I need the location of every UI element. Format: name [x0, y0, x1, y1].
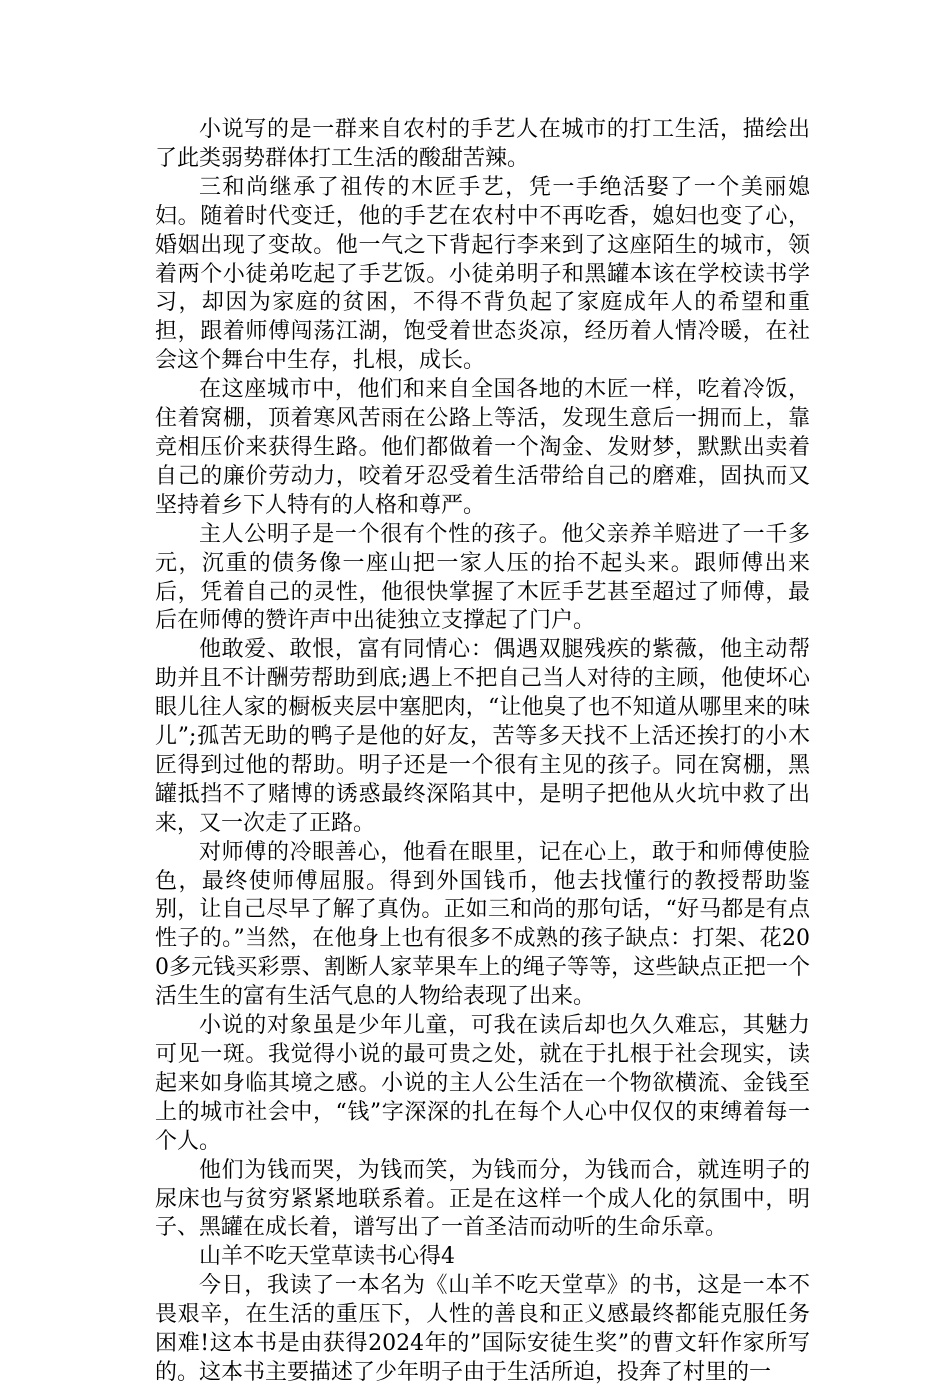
paragraph-reflection: 小说的对象虽是少年儿童，可我在读后却也久久难忘，其魅力可见一斑。我觉得小说的最可贵之处，就在于扎根于社会现实，读起来如身临其境之感。小说的主人公生活在一个物欲横流、金钱至上的城市社会中，“钱”字深深的扎在每个人心中仅仅的束缚着每一个人。	[155, 1013, 810, 1154]
paragraph-love-hate: 他敢爱、敢恨，富有同情心：偶遇双腿残疾的紫薇，他主动帮助并且不计酬劳帮助到底;遇上不把自己当人对待的主顾，他使坏心眼儿往人家的橱板夹层中塞肥肉，“让他臭了也不知道从哪里来的味儿”;孤苦无助的鸭子是他的好友，苦等多天找不上活还挨打的小木匠得到过他的帮助。明子还是一个很有主见的孩子。同在窝棚，黑罐抵挡不了赌博的诱惑最终深陷其中，是明子把他从火坑中救了出来，又一次走了正路。	[155, 637, 810, 836]
paragraph-final: 今日，我读了一本名为《山羊不吃天堂草》的书，这是一本不畏艰辛，在生活的重压下，人性的善良和正义感最终都能克服任务困难!这本书是由获得2024年的”国际安徒生奖”的曹文轩作家所写的。这本书主要描述了少年明子由于生活所迫，投奔了村里的一	[155, 1273, 810, 1385]
paragraph-master: 对师傅的冷眼善心，他看在眼里，记在心上，敢于和师傅使脸色，最终使师傅屈服。得到外国钱币，他去找懂行的教授帮助鉴别，让自己尽早了解了真伪。正如三和尚的那句话，“好马都是有点性子的。”当然，在他身上也有很多不成熟的孩子缺点：打架、花200多元钱买彩票、割断人家苹果车上的绳子等等，这些缺点正把一个活生生的富有生活气息的人物给表现了出来。	[155, 839, 810, 1010]
paragraph-mingzi: 主人公明子是一个很有个性的孩子。他父亲养羊赔进了一千多元，沉重的债务像一座山把一家人压的抬不起头来。跟师傅出来后，凭着自己的灵性，他很快掌握了木匠手艺甚至超过了师傅，最后在师傅的赞许声中出徒独立支撑起了门户。	[155, 521, 810, 634]
paragraph-money: 他们为钱而哭，为钱而笑，为钱而分，为钱而合，就连明子的尿床也与贫穷紧紧地联系着。正是在这样一个成人化的氛围中，明子、黑罐在成长着，谱写出了一首圣洁而动听的生命乐章。	[155, 1157, 810, 1241]
paragraph-intro: 小说写的是一群来自农村的手艺人在城市的打工生活，描绘出了此类弱势群体打工生活的酸甜苦辣。	[155, 117, 810, 171]
section-heading: 山羊不吃天堂草读书心得4	[199, 1244, 455, 1270]
paragraph-san-heshang: 三和尚继承了祖传的木匠手艺，凭一手绝活娶了一个美丽媳妇。随着时代变迁，他的手艺在农村中不再吃香，媳妇也变了心，婚姻出现了变故。他一气之下背起行李来到了这座陌生的城市，领着两个小徒弟吃起了手艺饭。小徒弟明子和黑罐本该在学校读书学习，却因为家庭的贫困，不得不背负起了家庭成年人的希望和重担，跟着师傅闯荡江湖，饱受着世态炎凉，经历着人情冷暖，在社会这个舞台中生存，扎根，成长。	[155, 174, 810, 374]
document-page	[155, 116, 810, 1388]
paragraph-city-life: 在这座城市中，他们和来自全国各地的木匠一样，吃着冷饭，住着窝棚，顶着寒风苦雨在公路上等活，发现生意后一拥而上，靠竞相压价来获得生路。他们都做着一个淘金、发财梦，默默出卖着自己的廉价劳动力，咬着牙忍受着生活带给自己的磨难，固执而又坚持着乡下人特有的人格和尊严。	[155, 377, 810, 518]
